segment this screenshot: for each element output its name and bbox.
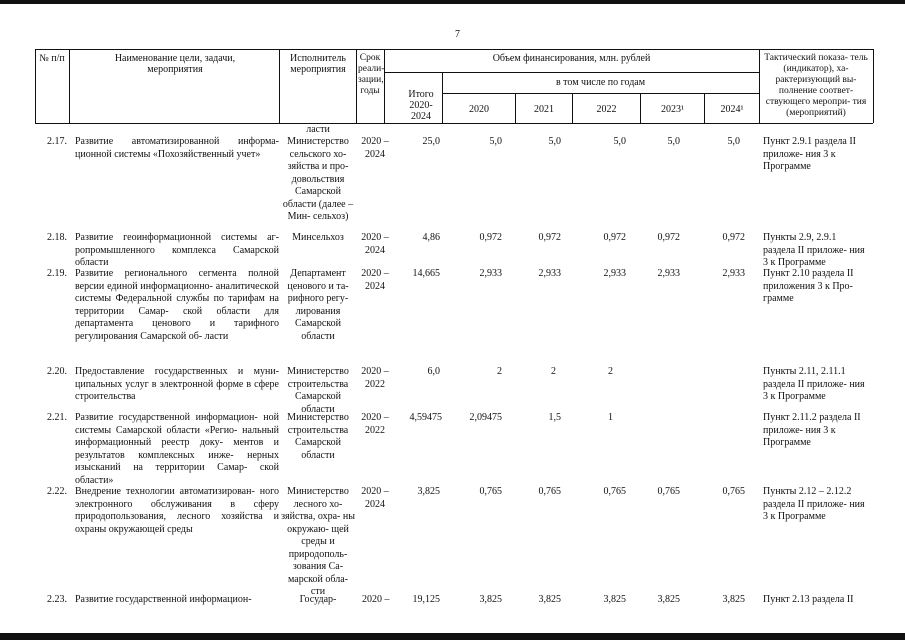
row-total: 19,125 — [412, 594, 440, 605]
header-year-2021: 2021 — [534, 104, 554, 115]
row-2023: 2,933 — [657, 268, 680, 279]
row-total: 6,0 — [427, 366, 440, 377]
header-year-2023: 2023¹ — [661, 104, 684, 115]
row-2022: 3,825 — [603, 594, 626, 605]
row-2021: 5,0 — [548, 136, 561, 147]
row-executor: Государ- — [299, 594, 337, 605]
row-executor: Департамент ценового и та- рифного регу- лирования Самарской области — [287, 268, 349, 342]
row-2021: 2 — [551, 366, 556, 377]
row-2021: 3,825 — [538, 594, 561, 605]
row-term: 2020 – 2024 — [361, 232, 389, 256]
header-year-2022: 2022 — [596, 104, 617, 115]
row-2024: 0,972 — [722, 232, 745, 243]
header-executor: Исполнитель мероприятия — [290, 53, 346, 75]
row-number: 2.22. — [47, 486, 67, 497]
row-term: 2020 – 2022 — [361, 412, 389, 436]
row-2020: 3,825 — [479, 594, 502, 605]
row-total: 14,665 — [412, 268, 440, 279]
row-2024: 5,0 — [727, 136, 740, 147]
row-2021: 1,5 — [548, 412, 561, 423]
header-num: № п/п — [39, 53, 65, 64]
row-number: 2.20. — [47, 366, 67, 377]
row-indicator: Пункт 2.11.2 раздела II приложе- ния 3 к Программе — [763, 412, 861, 448]
row-executor: Министерство сельского хо- зяйства и про- довольствия Самарской области (далее – Мин- сельхоз) — [282, 136, 354, 222]
row-2023: 0,765 — [657, 486, 680, 497]
row-2021: 0,972 — [538, 232, 561, 243]
row-total: 25,0 — [422, 136, 440, 147]
header-year-2024: 2024¹ — [720, 104, 744, 115]
row-2020: 0,765 — [479, 486, 502, 497]
row-executor: Министерство строительства Самарской области — [287, 366, 349, 415]
row-2020: 2 — [497, 366, 502, 377]
row-total: 3,825 — [417, 486, 440, 497]
row-2024: 3,825 — [722, 594, 745, 605]
row-name: Развитие государственной информацион- ной системы Самарской области «Регио- нальный информационный реестр доку- ментов и результатов комплексных инже- нерных изысканий на территории Самар- ской области» — [75, 412, 279, 486]
row-2022: 1 — [608, 412, 613, 423]
row-name: Развитие автоматизированной информа- ционной системы «Похозяйственный учет» — [75, 136, 279, 160]
row-2020: 2,09475 — [469, 412, 502, 423]
row-number: 2.21. — [47, 412, 67, 423]
header-by-years: в том числе по годам — [555, 77, 646, 88]
row-indicator: Пункт 2.13 раздела II — [763, 594, 854, 605]
row-term: 2020 – — [362, 594, 390, 605]
row-term: 2020 – 2024 — [361, 486, 389, 510]
header-year-2020: 2020 — [469, 104, 489, 115]
row-name: Предоставление государственных и муни- ципальных услуг в электронной форме в сфере строительства — [75, 366, 279, 402]
row-2020: 2,933 — [479, 268, 502, 279]
row-total: 4,59475 — [409, 412, 442, 423]
row-2022: 0,765 — [603, 486, 626, 497]
row-number: 2.17. — [47, 136, 67, 147]
row-name: Развитие геоинформационной системы аг- ропромышленного комплекса Самарской области — [75, 232, 279, 268]
row-2020: 0,972 — [479, 232, 502, 243]
row-2024: 0,765 — [722, 486, 745, 497]
row-name: Развитие регионального сегмента полной версии единой информационно- аналитической системы Федеральной службы по тарифам на территории Самар- ской области для департамента ценового и тарифного регулирования Самарской об- ласти — [75, 268, 279, 342]
header-total: Итого 2020-2024 — [408, 89, 434, 122]
page-number: 7 — [455, 29, 460, 40]
row-term: 2020 – 2022 — [361, 366, 389, 390]
row-indicator: Пункт 2.9.1 раздела II приложе- ния 3 к Программе — [763, 136, 856, 172]
row-2022: 5,0 — [613, 136, 626, 147]
header-name: Наименование цели, задачи, мероприятия — [114, 53, 236, 75]
row-2021: 2,933 — [538, 268, 561, 279]
row-executor: Минсельхоз — [292, 232, 344, 243]
row-number: 2.18. — [47, 232, 67, 243]
row-2023: 0,972 — [657, 232, 680, 243]
row-2023: 5,0 — [667, 136, 680, 147]
carry-over-text: ласти — [306, 124, 330, 135]
row-name: Развитие государственной информацион- — [75, 594, 252, 605]
row-name: Внедрение технологии автоматизирован- ного электронного обслуживания в сферу природопользования, лесного хозяйства и охраны окружающей среды — [75, 486, 279, 535]
row-term: 2020 – 2024 — [361, 268, 389, 292]
row-executor: Министерство строительства Самарской области — [287, 412, 349, 461]
row-indicator: Пункт 2.10 раздела II приложения 3 к Про- грамме — [763, 268, 854, 304]
row-2023: 3,825 — [657, 594, 680, 605]
row-indicator: Пункты 2.9, 2.9.1 раздела II приложе- ния 3 к Программе — [763, 232, 865, 268]
row-2022: 2,933 — [603, 268, 626, 279]
scan-bottom-border — [0, 633, 905, 640]
row-indicator: Пункты 2.11, 2.11.1 раздела II приложе- ния 3 к Программе — [763, 366, 865, 402]
header-term: Срок реали- зации, годы — [358, 53, 385, 96]
row-2020: 5,0 — [489, 136, 502, 147]
header-finance: Объем финансирования, млн. рублей — [492, 53, 651, 64]
row-number: 2.23. — [47, 594, 67, 605]
row-term: 2020 – 2024 — [361, 136, 389, 160]
row-2021: 0,765 — [538, 486, 561, 497]
row-total: 4,86 — [422, 232, 440, 243]
row-2024: 2,933 — [722, 268, 745, 279]
header-indicator: Тактический показа- тель (индикатор), ха- рактеризующий вы- полнение соответ- ствующего меропри- тия (мероприятий) — [764, 53, 868, 118]
scan-top-border — [0, 0, 905, 4]
row-executor: Министерство лесного хо- зяйства, охра- ны окружаю- щей среды и природополь- зования Са- марской обла- сти — [281, 486, 355, 597]
row-2022: 0,972 — [603, 232, 626, 243]
row-number: 2.19. — [47, 268, 67, 279]
row-2022: 2 — [608, 366, 613, 377]
row-indicator: Пункты 2.12 – 2.12.2 раздела II приложе- ния 3 к Программе — [763, 486, 865, 522]
